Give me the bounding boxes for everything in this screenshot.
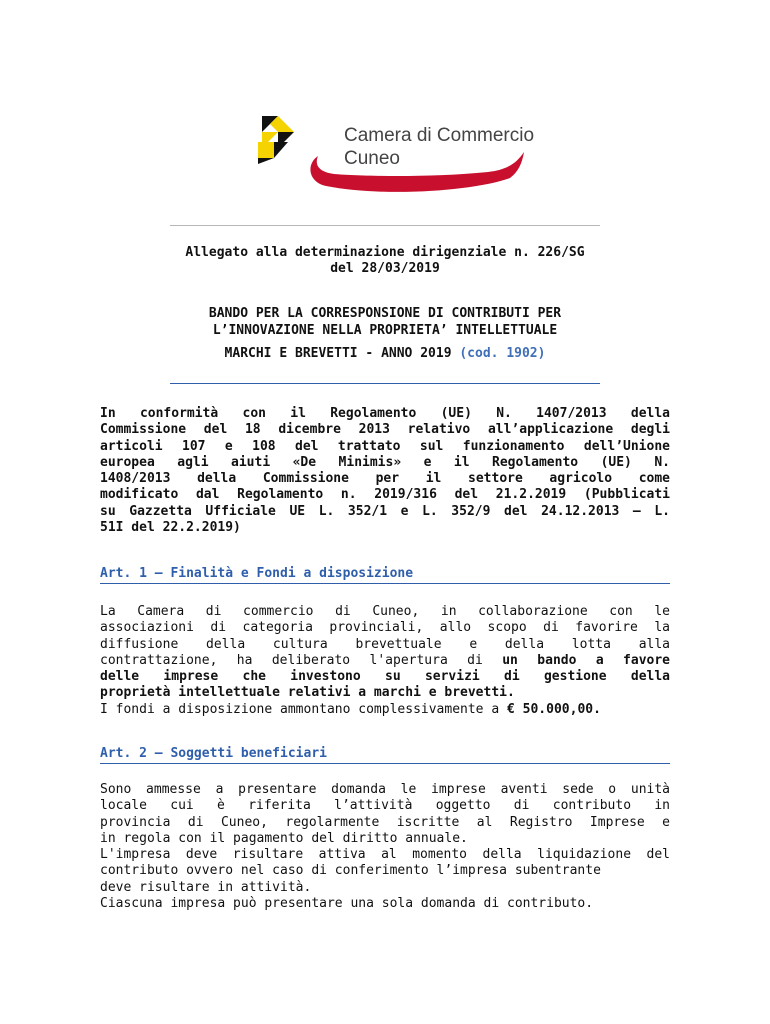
intro-line: 1408/2013 della Commissione per il settore agricolo come [100, 471, 670, 487]
logo-text-line1: Camera di Commercio [344, 125, 535, 146]
art1-line: proprietà intellettuale relativi a marchi e brevetti. [100, 685, 515, 701]
intro-line: In conformità con il Regolamento (UE) N. 1407/2013 della [100, 406, 670, 421]
art1-heading: Art. 1 – Finalità e Fondi a disposizione [100, 566, 670, 584]
art1-line4-text: contrattazione, ha deliberato l'apertura di [100, 652, 503, 668]
art2-line: deve risultare in attività. [100, 879, 312, 895]
title-line3-text: MARCHI E BREVETTI - ANNO 2019 [224, 346, 452, 361]
title-line2: L’INNOVAZIONE NELLA PROPRIETA’ INTELLETTUALE [212, 323, 558, 338]
art1-funds-amount: € 50.000,00. [507, 701, 601, 717]
separator-title [170, 383, 600, 384]
art2-line: Ciascuna impresa può presentare una sola domanda di contributo. [100, 896, 594, 912]
logo-text [344, 124, 534, 170]
art2-paragraph [100, 782, 670, 912]
art1-paragraph [100, 604, 670, 718]
title-code: (cod. 1902) [459, 346, 546, 361]
art1-line-mixed [100, 653, 670, 669]
art2-line: Sono ammesse a presentare domanda le imprese aventi sede o unità [100, 782, 670, 797]
title-line3 [100, 346, 670, 362]
art2-line: provincia di Cuneo, regolarmente iscritte al Registro Imprese e [100, 814, 670, 830]
attachment-header-line1: Allegato alla determinazione dirigenziale n. 226/SG [185, 245, 585, 260]
intro-line: modificato dal Regolamento n. 2019/316 del 21.2.2019 (Pubblicati [100, 487, 670, 503]
separator-top [170, 225, 600, 226]
art1-line: delle imprese che investono su servizi di gestione della [100, 669, 670, 685]
art1-line: La Camera di commercio di Cuneo, in collaborazione con le [100, 604, 670, 619]
art2-line: L'impresa deve risultare attiva al momento della liquidazione del [100, 847, 670, 863]
intro-line: articoli 107 e 108 del trattato sul funzionamento dell’Unione [100, 438, 670, 454]
art1-funds-text: I fondi a disposizione ammontano complessivamente a [100, 701, 507, 717]
intro-line: Commissione del 18 dicembre 2013 relativo all’applicazione degli [100, 422, 670, 438]
intro-line: su Gazzetta Ufficiale UE L. 352/1 e L. 352/9 del 24.12.2013 – L. [100, 503, 670, 519]
intro-line: 51I del 22.2.2019) [100, 520, 241, 536]
art1-line: associazioni di categoria provinciali, allo scopo di favorire la [100, 620, 670, 636]
art1-funds-line [100, 702, 670, 718]
art2-line: locale cui è riferita l’attività oggetto di contributo in [100, 798, 670, 814]
attachment-header-line2: del 28/03/2019 [330, 261, 440, 276]
intro-paragraph [100, 406, 670, 536]
logo-text-line2: Cuneo [344, 148, 400, 169]
logo-mark [258, 116, 294, 164]
art1-line: diffusione della cultura brevettuale e della lotta alla [100, 636, 670, 652]
title-line1: BANDO PER LA CORRESPONSIONE DI CONTRIBUTI PER [208, 306, 562, 321]
art2-heading: Art. 2 – Soggetti beneficiari [100, 746, 670, 764]
art2-line: contributo ovvero nel caso di conferimento l’impresa subentrante [100, 863, 601, 879]
art2-line: in regola con il pagamento del diritto annuale. [100, 830, 468, 846]
intro-line: europea agli aiuti «De Minimis» e il Regolamento (UE) N. [100, 454, 670, 470]
art1-line4-bold: un bando a favore [502, 652, 670, 668]
